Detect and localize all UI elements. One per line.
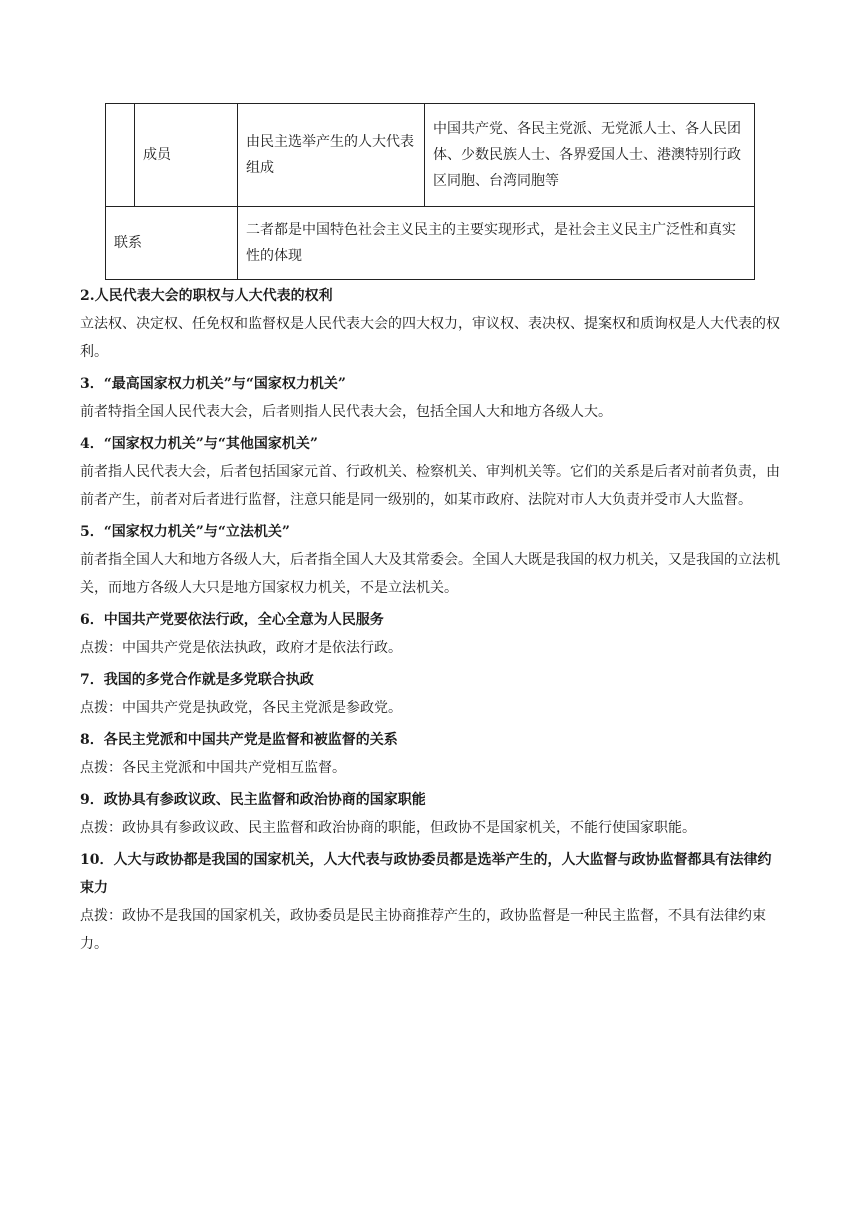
section-body: 点拨：中国共产党是执政党，各民主党派是参政党。: [80, 700, 402, 716]
section-heading: 10．人大与政协都是我国的国家机关，人大代表与政协委员都是选举产生的，人大监督与政协监督都具有法律约束力: [80, 852, 772, 896]
section-heading: 9．政协具有参政议政、民主监督和政治协商的国家职能: [80, 792, 426, 808]
table-row-members: [106, 104, 755, 207]
section-body: 立法权、决定权、任免权和监督权是人民代表大会的四大权力，审议权、表决权、提案权和质询权是人大代表的权利。: [80, 316, 780, 360]
table-row-relation: [106, 207, 755, 280]
members-label: 成员: [135, 104, 238, 207]
cppcc-members-cell: 中国共产党、各民主党派、无党派人士、各人民团体、少数民族人士、各界爱国人士、港澳特别行政区同胞、台湾同胞等: [425, 104, 755, 207]
section-body: 前者特指全国人民代表大会，后者则指人民代表大会，包括全国人大和地方各级人大。: [80, 404, 612, 420]
section-body: 点拨：各民主党派和中国共产党相互监督。: [80, 760, 346, 776]
section-body: 点拨：政协不是我国的国家机关，政协委员是民主协商推荐产生的，政协监督是一种民主监督，不具有法律约束力。: [80, 908, 766, 952]
section-heading: 6．中国共产党要依法行政，全心全意为人民服务: [80, 612, 384, 628]
section-heading: 2.人民代表大会的职权与人大代表的权利: [80, 288, 333, 304]
relation-label: 联系: [106, 207, 238, 280]
section-heading: 4．“国家权力机关”与“其他国家机关”: [80, 436, 318, 452]
section-body: 点拨：中国共产党是依法执政，政府才是依法行政。: [80, 640, 402, 656]
section-heading: 8．各民主党派和中国共产党是监督和被监督的关系: [80, 732, 398, 748]
comparison-table: [105, 103, 755, 280]
section-heading: 5．“国家权力机关”与“立法机关”: [80, 524, 290, 540]
section-body: 前者指全国人大和地方各级人大，后者指全国人大及其常委会。全国人大既是我国的权力机关，又是我国的立法机关，而地方各级人大只是地方国家权力机关，不是立法机关。: [80, 552, 780, 596]
section-body: 前者指人民代表大会，后者包括国家元首、行政机关、检察机关、审判机关等。它们的关系是后者对前者负责，由前者产生，前者对后者进行监督，注意只能是同一级别的，如某市政府、法院对市人大负责并受市人大监督。: [80, 464, 780, 508]
section-heading: 3．“最高国家权力机关”与“国家权力机关”: [80, 376, 346, 392]
congress-members-cell: 由民主选举产生的人大代表组成: [238, 104, 425, 207]
notes-content: [80, 282, 780, 962]
section-body: 点拨：政协具有参政议政、民主监督和政治协商的职能，但政协不是国家机关，不能行使国家职能。: [80, 820, 696, 836]
table-cell-spacer: [106, 104, 135, 207]
section-heading: 7．我国的多党合作就是多党联合执政: [80, 672, 314, 688]
relation-content: 二者都是中国特色社会主义民主的主要实现形式，是社会主义民主广泛性和真实性的体现: [238, 207, 755, 280]
